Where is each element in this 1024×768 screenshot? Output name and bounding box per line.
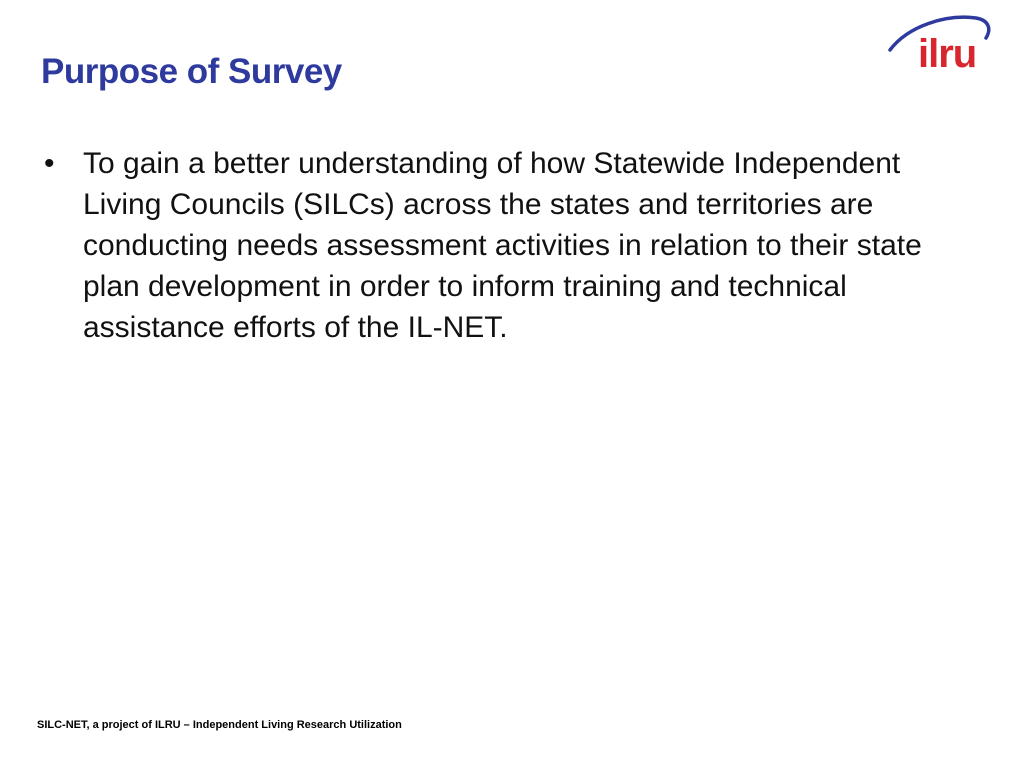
bullet-item [44, 143, 974, 348]
footer-text: SILC-NET, a project of ILRU – Independent Living Research Utilization [37, 719, 402, 731]
bullet-marker: • [44, 147, 55, 180]
ilru-logo [884, 12, 996, 74]
logo-text: ilru [918, 32, 977, 76]
slide-title: Purpose of Survey [41, 52, 342, 91]
bullet-text: To gain a better understanding of how Statewide Independent Living Councils (SILCs) across the states and territories are conducting needs assessment activities in relation to their state plan development in order to inform training and technical assistance efforts of the IL-NET. [83, 147, 922, 344]
bullet-list [44, 143, 974, 348]
